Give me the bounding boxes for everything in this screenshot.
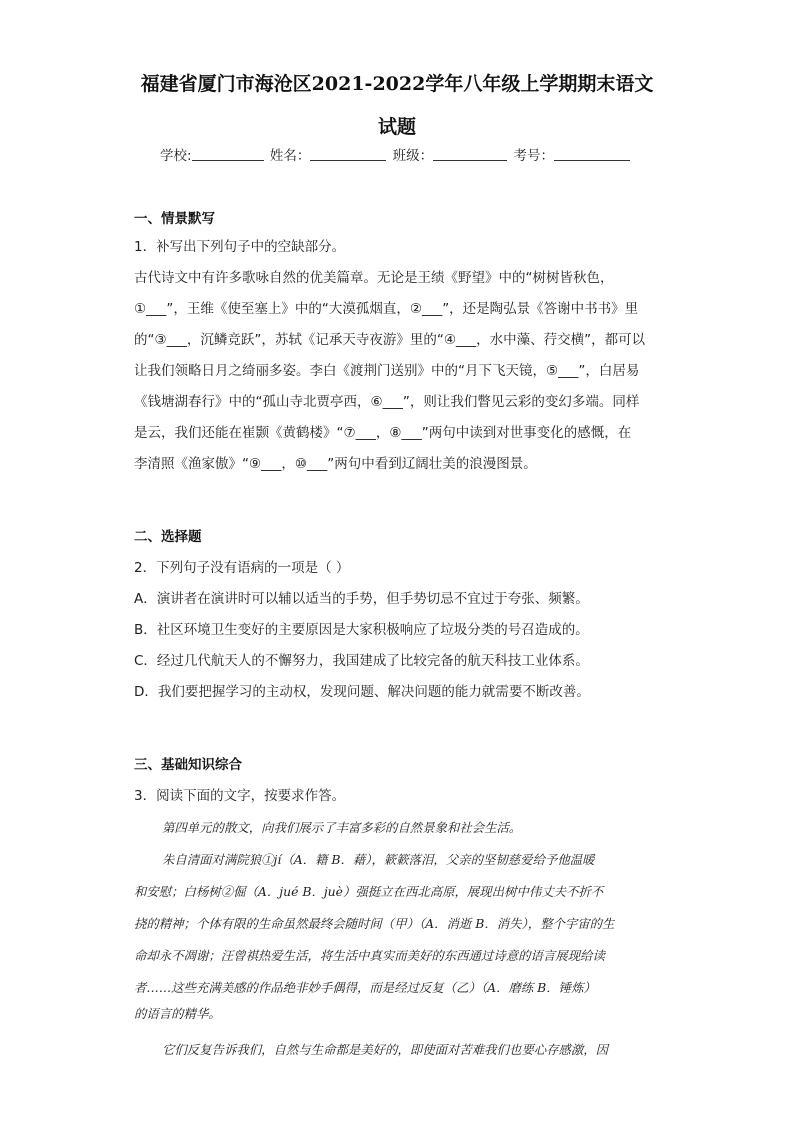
option-c: C．经过几代航天人的不懈努力，我国建成了比较完备的航天科技工业体系。 xyxy=(134,653,589,669)
exam-title-line1: 福建省厦门市海沧区2021-2022学年八年级上学期期末语文 xyxy=(140,73,654,95)
question1-text-line: 李清照《渔家傲》“⑨___，⑩___”两句中看到辽阔壮美的浪漫图景。 xyxy=(134,456,537,472)
class-field xyxy=(393,144,510,164)
school-blank[interactable] xyxy=(192,147,264,161)
section1-heading: 一、情景默写 xyxy=(134,211,215,227)
question1-text-line: 《钱塘湖春行》中的“孤山寺北贾亭西，⑥___”，则让我们瞥见云彩的变幻多端。同样 xyxy=(134,394,640,410)
question1-text-line: 让我们领略日月之绮丽多姿。李白《渡荆门送别》中的“月下飞天镜，⑤___”，白居易 xyxy=(134,363,640,379)
exam-number-label: 考号： xyxy=(513,148,554,164)
option-a: A．演讲者在演讲时可以辅以适当的手势，但手势切忌不宜过于夸张、频繁。 xyxy=(134,591,589,607)
exam-number-field xyxy=(513,144,632,164)
question1-prompt: 1．补写出下列句子中的空缺部分。 xyxy=(134,239,346,255)
school-field xyxy=(160,144,266,164)
passage-line: 朱自清面对满院狼①jí（A．籍 B．藉），簌簌落泪，父亲的坚韧慈爱给予他温暖 xyxy=(162,852,595,867)
passage-line: 命却永不凋谢；汪曾祺热爱生活，将生活中真实而美好的东西通过诗意的语言展现给读 xyxy=(134,948,605,963)
question1-text-line: 古代诗文中有许多歌咏自然的优美篇章。无论是王绩《野望》中的“树树皆秋色， xyxy=(134,270,614,286)
passage-line: 和安慰；白杨树②倔（A．jué B．juè）强挺立在西北高原，展现出树中伟丈夫不折不 xyxy=(134,884,604,899)
option-d: D．我们要把握学习的主动权，发现问题、解决问题的能力就需要不断改善。 xyxy=(134,684,590,700)
section3-heading: 三、基础知识综合 xyxy=(134,757,242,773)
class-label: 班级： xyxy=(392,148,434,164)
name-blank[interactable] xyxy=(310,147,386,161)
question1-text-line: 的“③___，沉鳞竞跃”，苏轼《记承天寺夜游》里的“④___，水中藻、荇交横”，都可以 xyxy=(134,332,646,348)
name-field xyxy=(270,144,389,164)
passage-line: 第四单元的散文，向我们展示了丰富多彩的自然景象和社会生活。 xyxy=(162,820,522,835)
name-label: 姓名： xyxy=(269,148,311,164)
student-info-row xyxy=(160,144,632,164)
exam-number-blank[interactable] xyxy=(554,147,630,161)
passage-line: 挠的精神；个体有限的生命虽然最终会随时间（甲）（A．消逝 B．消失），整个宇宙的生 xyxy=(134,916,615,931)
school-label: 学校: xyxy=(160,148,192,164)
class-blank[interactable] xyxy=(433,147,507,161)
passage-line: 者……这些充满美感的作品绝非妙手偶得，而是经过反复（乙）（A．磨练 B．锤炼） xyxy=(134,980,596,995)
question1-text-line: 是云，我们还能在崔颢《黄鹤楼》“⑦___，⑧___”两句中读到对世事变化的感慨，在 xyxy=(134,425,632,441)
option-b: B．社区环境卫生变好的主要原因是大家积极响应了垃圾分类的号召造成的。 xyxy=(134,622,589,638)
question2-prompt: 2．下列句子没有语病的一项是（ ） xyxy=(134,560,350,576)
exam-title-line2: 试题 xyxy=(377,116,416,138)
question3-prompt: 3．阅读下面的文字，按要求作答。 xyxy=(134,788,346,804)
question1-text-line: ①___”，王维《使至塞上》中的“大漠孤烟直，②___”，还是陶弘景《答谢中书书》里 xyxy=(134,301,639,317)
section2-heading: 二、选择题 xyxy=(134,529,202,545)
passage-line: 的语言的精华。 xyxy=(134,1006,221,1021)
passage-line: 它们反复告诉我们，自然与生命都是美好的，即使面对苦难我们也要心存感激，因 xyxy=(162,1042,609,1057)
